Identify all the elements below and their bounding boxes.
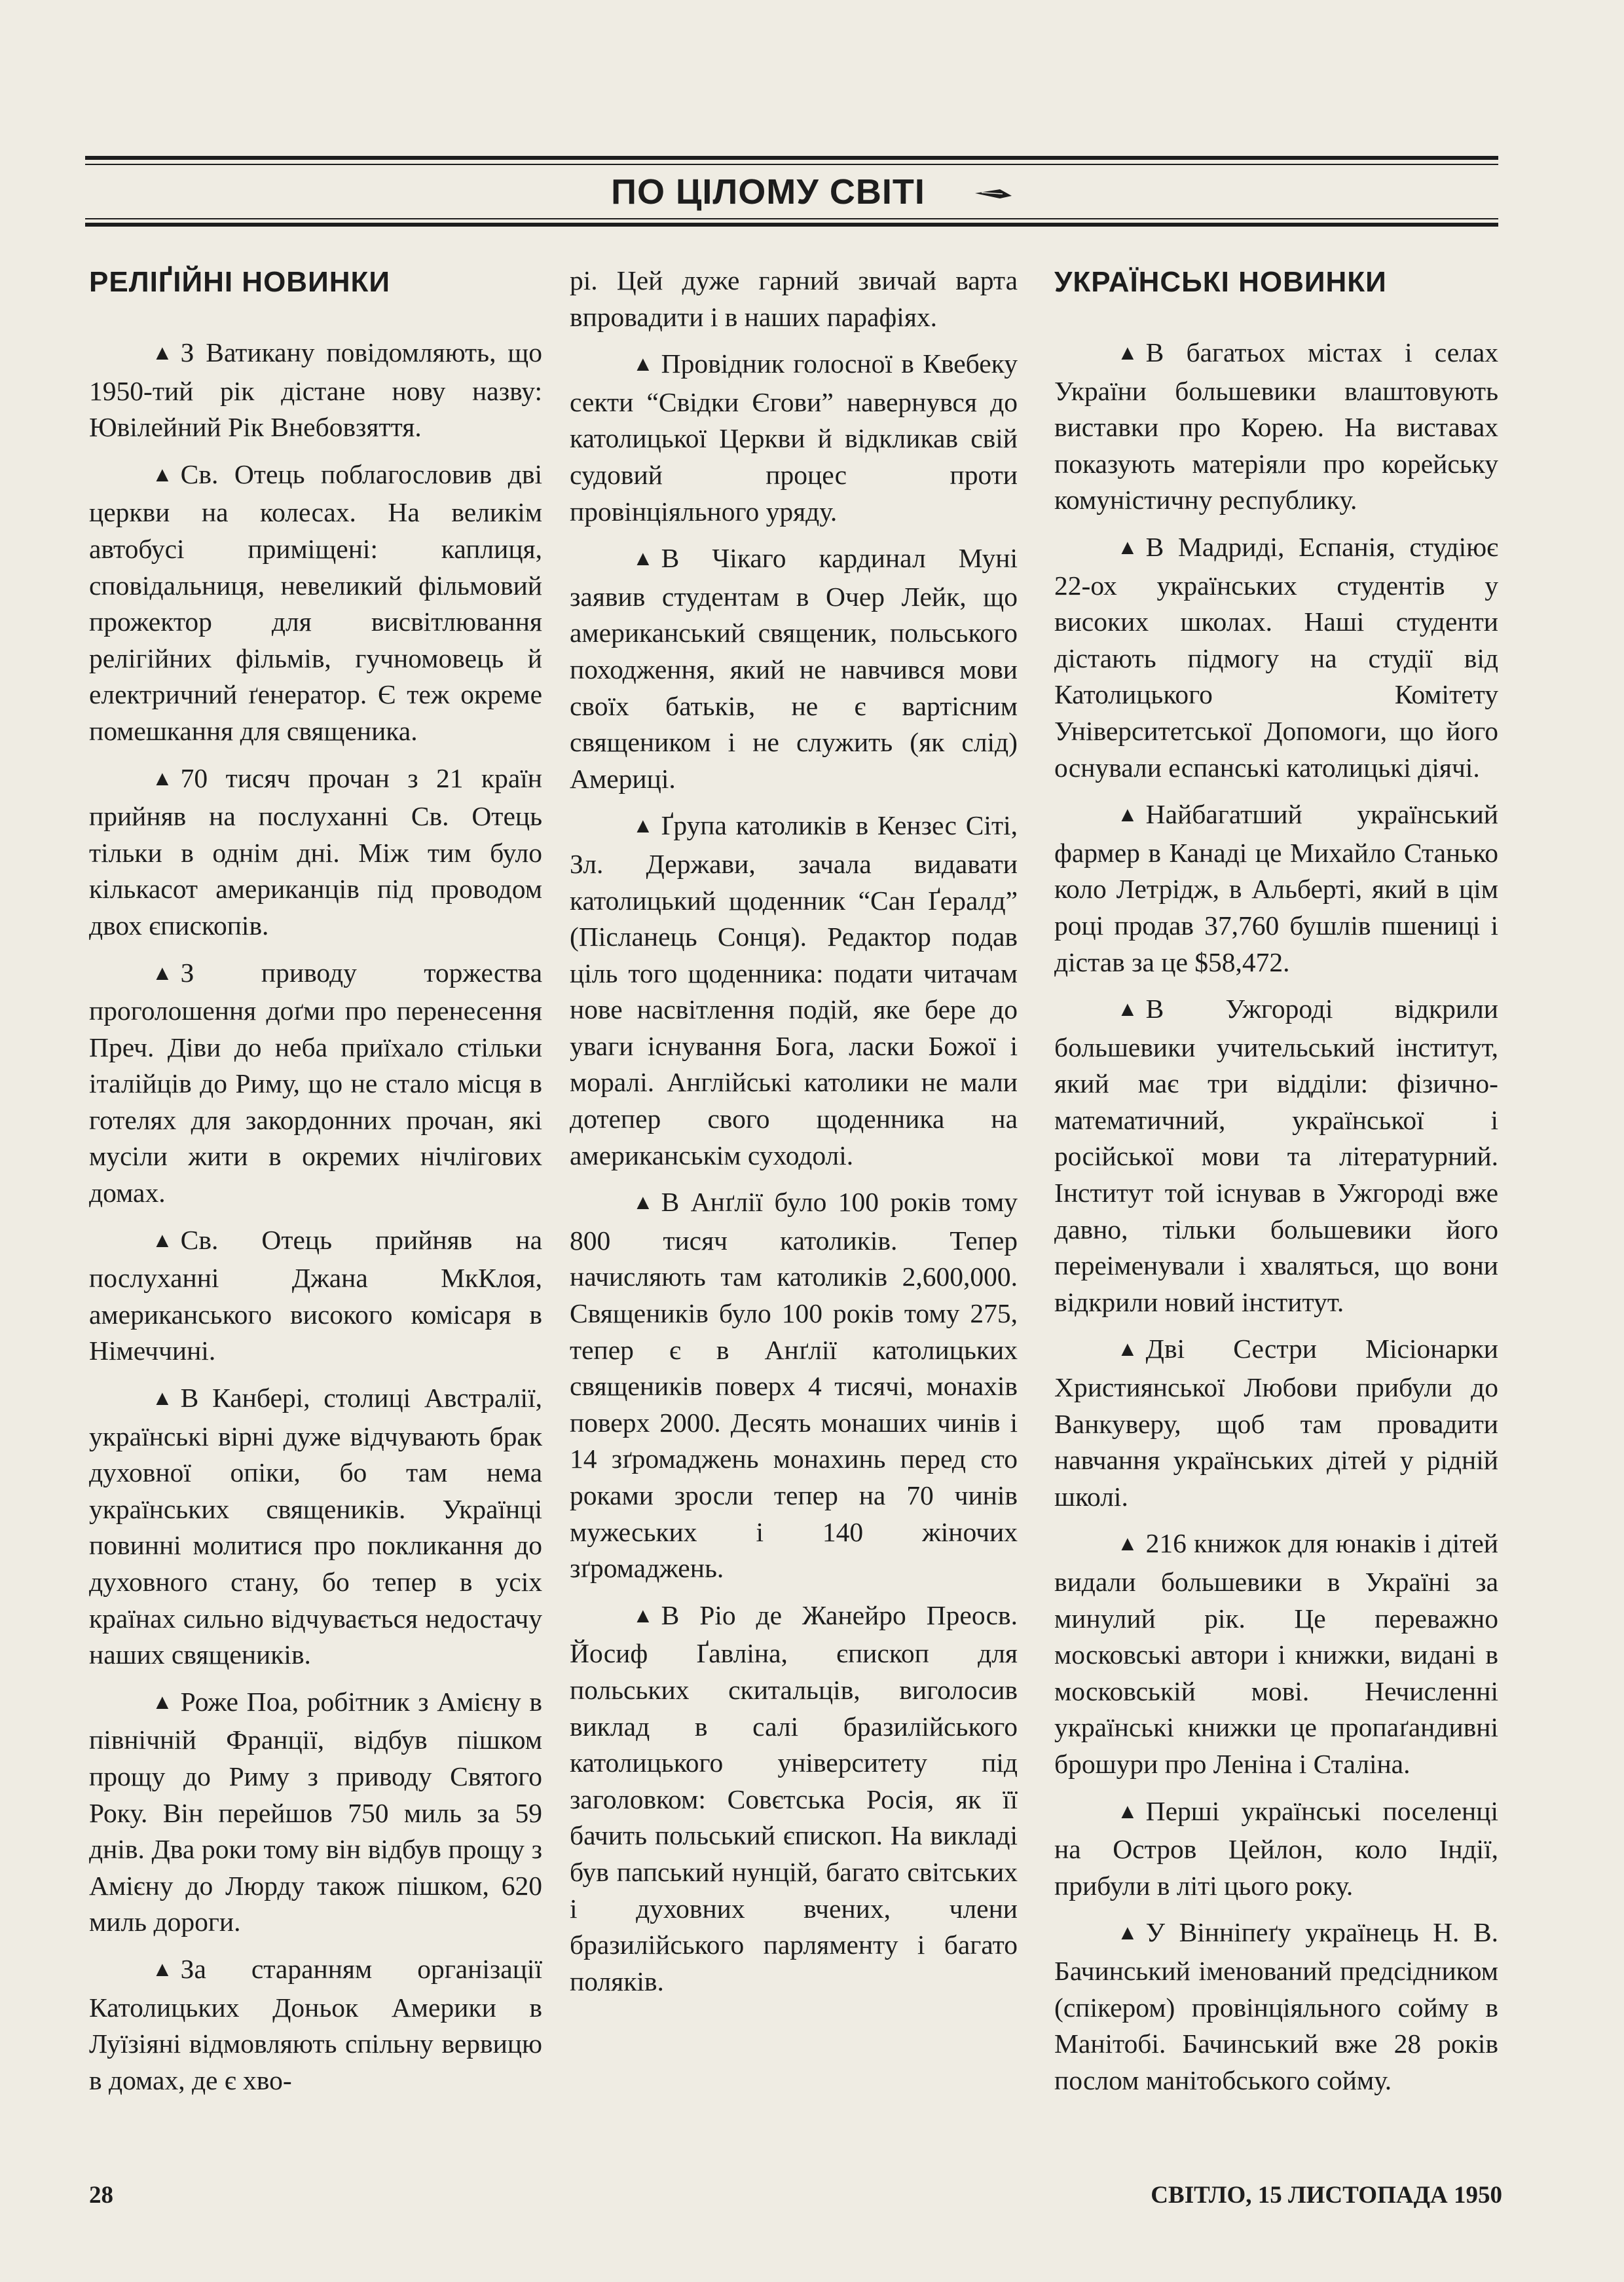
section-masthead [0, 169, 1624, 217]
item-list-religious [89, 335, 542, 2099]
issue-line: СВІТЛО, 15 ЛИСТОПАДА 1950 [1151, 2182, 1502, 2209]
news-item [1054, 335, 1498, 519]
news-item [1054, 529, 1498, 786]
news-item-text: Перші українські поселенці на Остров Цейлон, коло Індії, прибули в літі цього року. [1054, 1795, 1498, 1901]
item-list-middle [570, 346, 1018, 2000]
news-item [89, 1380, 542, 1674]
continued-paragraph: рі. Цей дуже гарний звичай варта впровадити і в наших парафіях. [570, 265, 1018, 332]
bullet-triangle-icon: ▲ [152, 960, 173, 984]
bullet-triangle-icon: ▲ [152, 1689, 173, 1713]
news-item-text: З приводу торжества проголошення доґми про перенесення Преч. Діви до неба приїхало стільки італійців до Риму, що не стало місця в готелях для закордонних прочан, які мусіли жити в окремих нічлігових домах. [89, 957, 542, 1208]
column-ukrainian-news [1054, 246, 1498, 2109]
news-item [1054, 1331, 1498, 1515]
news-item-text: З Ватикану повідомляють, що 1950-тий рік дістане нову назву: Ювілейний Рік Внебовзяття. [89, 337, 542, 443]
bullet-triangle-icon: ▲ [1117, 341, 1138, 364]
news-item-text: Св. Отець поблагословив дві церкви на колесах. На великім автобусі приміщені: каплиця, сповідальниця, невеликий фільмовий прожектор для висвітлювання релігійних фільмів, гучномовець й електричний ґенератор. Є теж окреме помешкання для священика. [89, 458, 542, 746]
news-item [570, 1184, 1018, 1587]
column-religious-news [89, 246, 542, 2109]
news-item-text: В Анґлії було 100 років тому 800 тисяч католиків. Тепер начисляють там католиків 2,600,000. Священиків було 100 років тому 275, тепер є в Анґлії католицьких священиків поверх 4 тисячі, монахів поверх 2000. Десять монаших чинів і 14 зґромаджень монахинь перед сто роками зросли тепер на 70 чинів мужеських і 140 жіночих зґромаджень. [570, 1187, 1018, 1584]
news-item-text: Роже Поа, робітник з Амієну в північній Франції, відбув пішком прощу до Риму з приводу Святого Року. Він перейшов 750 миль за 59 днів. Два роки тому він відбув прощу з Амієну до Люрду також пішком, 620 миль дороги. [89, 1686, 542, 1937]
news-item [1054, 1915, 1498, 2099]
news-item [89, 955, 542, 1212]
news-item [89, 1684, 542, 1941]
news-item [89, 457, 542, 750]
bullet-triangle-icon: ▲ [152, 1386, 173, 1410]
section-title-ukrainian: УКРАЇНСЬКІ НОВИНКИ [1054, 266, 1387, 298]
bullet-triangle-icon: ▲ [1117, 802, 1138, 827]
news-item-text: У Вінніпеґу українець Н. В. Бачинський іменований предсідником (спікером) провінціяльного сойму в Манітобі. Бачинський вже 28 років послом манітобського сойму. [1054, 1917, 1498, 2095]
news-item [89, 1951, 542, 2099]
bullet-triangle-icon: ▲ [152, 1956, 173, 1981]
news-item [1054, 991, 1498, 1320]
news-item [89, 760, 542, 945]
news-item-text: 70 тисяч прочан з 21 країн прийняв на послуханні Св. Отець тільки в однім дні. Між тим було кількасот американців під проводом двох єпископів. [89, 762, 542, 941]
bullet-triangle-icon: ▲ [1117, 1337, 1138, 1361]
pen-nib-icon [974, 169, 1013, 215]
news-item [570, 1598, 1018, 2000]
news-item [1054, 796, 1498, 981]
news-item-text: В Мадриді, Еспанія, студіює 22-ох українських студентів у високих школах. Наші студенти дістають підмогу на студії від Католицького Комітету Університетської Допомоги, що його оснували еспанські католицькі діячі. [1054, 531, 1498, 783]
news-item [570, 346, 1018, 530]
bullet-triangle-icon: ▲ [633, 1190, 654, 1214]
bullet-triangle-icon: ▲ [633, 814, 654, 838]
news-item-text: В Чікаго кардинал Муні заявив студентам в Очер Лейк, що американський священик, польського походження, який не навчився мови своїх батьків, не є вартісним священиком і не служить (як слід) Америці. [570, 543, 1018, 794]
bullet-triangle-icon: ▲ [1117, 1799, 1138, 1823]
bullet-triangle-icon: ▲ [1117, 1531, 1138, 1556]
header-rule-bottom-thin [85, 218, 1498, 219]
news-item-text: В Ужгороді відкрили большевики учительський інститут, який має три відділи: фізично-математичний, української і російської мови та літературний. Інститут той існував в Ужгороді вже давно, тільки большевики його переіменували і хваляться, що вони відкрили новий інститут. [1054, 994, 1498, 1317]
bullet-triangle-icon: ▲ [1117, 1920, 1138, 1945]
news-item-text: В багатьох містах і селах України большевики влаштовують виставки про Корею. На виставах показують матеріяли про корейську комуністичну республику. [1054, 337, 1498, 515]
bullet-triangle-icon: ▲ [152, 1227, 173, 1252]
bullet-triangle-icon: ▲ [633, 1603, 654, 1627]
news-item-text: Св. Отець прийняв на послуханні Джана МкКлоя, американського високого комісаря в Німеччині. [89, 1224, 542, 1366]
header-rule-top-thin [85, 164, 1498, 165]
bullet-triangle-icon: ▲ [633, 352, 654, 376]
page-number: 28 [89, 2182, 113, 2209]
news-item-text: Ґрупа католиків в Кензес Сіті, Зл. Держави, зачала видавати католицький щоденник “Сан Ґералд” (Післанець Сонця). Редактор подав ціль того щоденника: подати читачам нове насвітлення подій, яке бере до уваги існування Бога, ласки Божої і моралі. Англійські католики не мали дотепер свого щоденника на американськім суходолі. [570, 810, 1018, 1170]
bullet-triangle-icon: ▲ [152, 766, 173, 790]
news-item-text: Дві Сестри Місіонарки Християнської Любови прибули до Ванкуверу, щоб там провадити навчання українських дітей у рідній школі. [1054, 1334, 1498, 1512]
news-item [1054, 1525, 1498, 1782]
bullet-triangle-icon: ▲ [152, 341, 173, 364]
item-list-ukrainian [1054, 335, 1498, 2099]
header-rule-bottom-thick [85, 223, 1498, 227]
news-item-text: Провідник голосної в Квебеку секти “Свідки Єгови” навернувся до католицької Церкви й відкликав свій судовий процес проти провінціяльного уряду. [570, 348, 1018, 527]
news-item-text: За старанням організації Католицьких Доньок Америки в Луїзіяні відмовляють спільну вервицю в домах, де є хво- [89, 1953, 542, 2095]
news-item [570, 540, 1018, 797]
bullet-triangle-icon: ▲ [152, 462, 173, 486]
masthead-title: ПО ЦІЛОМУ СВІТІ [611, 172, 925, 212]
news-item-text: В Канбері, столиці Австралії, українські вірні дуже відчувають брак духовної опіки, бо там нема українських священиків. Українці повинні молитися про покликання до духовного стану, бо тепер в усіх країнах сильно відчувається недостачу наших священиків. [89, 1383, 542, 1670]
news-item [89, 1222, 542, 1370]
header-rule-top-thick [85, 156, 1498, 160]
news-item [89, 335, 542, 446]
column-continued-news [570, 246, 1018, 2010]
bullet-triangle-icon: ▲ [1117, 534, 1138, 559]
news-item [1054, 1793, 1498, 1905]
section-title-religious: РЕЛІҐІЙНІ НОВИНКИ [89, 266, 390, 298]
news-item [570, 808, 1018, 1174]
news-item-text: В Ріо де Жанейро Преосв. Йосиф Ґавліна, єпископ для польських скитальців, виголосив виклад в салі бразилійського католицького університету під заголовком: Совєтська Росія, як її бачить польський єпископ. На викладі був папський нунцій, багато світських і духовних вчених, члени бразилійського парляменту і багато поляків. [570, 1599, 1018, 1996]
bullet-triangle-icon: ▲ [1117, 997, 1138, 1021]
news-item-text: 216 книжок для юнаків і дітей видали большевики в Україні за минулий рік. Це переважно московські автори і книжки, видані в московській мові. Нечисленні українські книжки це пропаґандивні брошури про Леніна і Сталіна. [1054, 1528, 1498, 1779]
bullet-triangle-icon: ▲ [633, 546, 654, 570]
news-item-text: Найбагатший український фармер в Канаді це Михайло Станько коло Летрідж, в Альберті, який в цім році продав 37,760 бушлів пшениці і дістав за це $58,472. [1054, 799, 1498, 977]
